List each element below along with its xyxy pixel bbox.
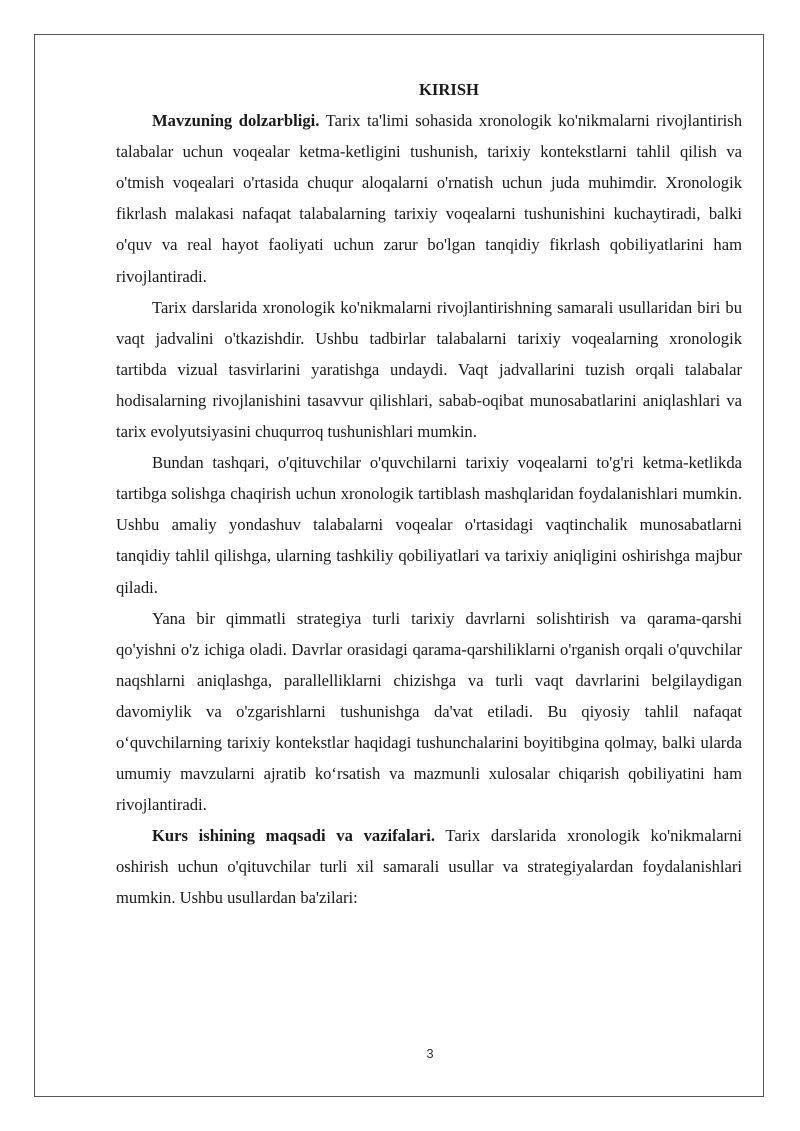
paragraph-relevance [116, 105, 742, 292]
section-title: KIRISH [419, 80, 479, 99]
paragraph-timeline [116, 292, 742, 447]
paragraph-text: Tarix darslarida xronologik ko'nikmalarni rivojlantirishning samarali usullaridan biri bu vaqt jadvalini o'tkazishdir. Ushbu tadbirlar talabalarni tarixiy voqealarning xronologik tartibda vizual tasvirlarini yaratishga undaydi. Vaqt jadvallarini tuzish orqali talabalar hodisalarning rivojlanishini tasavvur qilishlari, sabab-oqibat munosabatlarini aniqlashlari va tarix evolyutsiyasini chuqurroq tushunishlari mumkin. [116, 297, 742, 442]
paragraph-goals [116, 820, 742, 913]
paragraph-text: Tarix darslarida xronologik ko'nikmalarni oshirish uchun o'qituvchilar turli xil samarali usullar va strategiyalardan foydalanishlari mumkin. Ushbu usullardan ba'zilari: [116, 826, 742, 908]
paragraph-sequencing [116, 447, 742, 602]
paragraph-text: Yana bir qimmatli strategiya turli tarixiy davrlarni solishtirish va qarama-qarshi qo'yishni o'z ichiga oladi. Davrlar orasidagi qarama-qarshiliklarni o'rganish orqali o'quvchilar naqshlarni aniqlashga, parallelliklarni chizishga va turli vaqt davrlarini belgilaydigan davomiylik va o'zgarishlarni tushunishga da'vat etiladi. Bu qiyosiy tahlil nafaqat o‘quvchilarning tarixiy kontekstlar haqidagi tushunchalarini boyitibgina qolmay, balki ularda umumiy mavzularni ajratib ko‘rsatish va mazmunli xulosalar chiqarish qobiliyatini ham rivojlantiradi. [116, 608, 742, 815]
paragraph-text: Tarix ta'limi sohasida xronologik ko'nikmalarni rivojlantirish talabalar uchun voqealar ketma-ketligini tushunish, tarixiy kontekstlarni tahlil qilish va o'tmish voqealari o'rtasida chuqur aloqalarni o'rnatish uchun juda muhimdir. Xronologik fikrlash malakasi nafaqat talabalarning tarixiy voqealarni tushunishini kuchaytiradi, balki o'quv va real hayot faoliyati uchun zarur bo'lgan tanqidiy fikrlash qobiliyatlarini ham rivojlantiradi. [116, 111, 742, 286]
page-number: 3 [426, 1046, 434, 1061]
document-body [116, 74, 742, 914]
paragraph-comparison [116, 603, 742, 821]
paragraph-text: Bundan tashqari, o'qituvchilar o'quvchilarni tarixiy voqealarni to'g'ri ketma-ketlikda tartibga solishga chaqirish uchun xronologik tartiblash mashqlaridan foydalanishlari mumkin. Ushbu amaliy yondashuv talabalarni voqealar o'rtasidagi vaqtinchalik munosabatlarni tanqidiy tahlil qilishga, ularning tashkiliy qobiliyatlari va tarixiy aniqligini oshirishga majbur qiladi. [116, 453, 742, 597]
paragraph-lead: Kurs ishining maqsadi va vazifalari. [152, 826, 435, 846]
paragraph-lead: Mavzuning dolzarbligi. [152, 111, 320, 131]
